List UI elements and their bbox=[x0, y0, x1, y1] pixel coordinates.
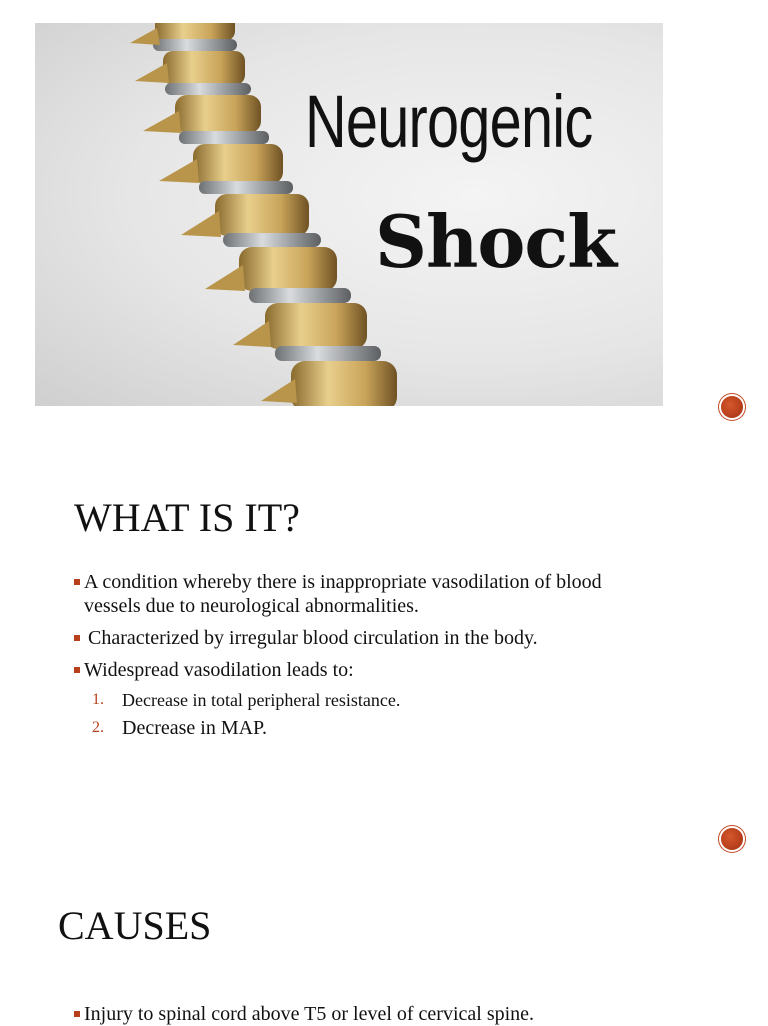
definition-list bbox=[74, 570, 694, 682]
bullet-icon bbox=[74, 635, 80, 641]
list-item: Widespread vasodilation leads to: bbox=[74, 658, 694, 682]
list-item: Characterized by irregular blood circulation in the body. bbox=[74, 626, 694, 650]
list-item: Injury to spinal cord above T5 or level of cervical spine. bbox=[74, 1002, 714, 1026]
list-item: 2. Decrease in MAP. bbox=[92, 717, 267, 739]
causes-list bbox=[74, 1002, 714, 1026]
bullet-icon bbox=[74, 579, 80, 585]
list-item: 1. Decrease in total peripheral resistance. bbox=[92, 690, 401, 710]
section-heading: CAUSES bbox=[58, 903, 212, 948]
bullet-icon bbox=[74, 1011, 80, 1017]
list-item: vessels due to neurological abnormalities. bbox=[84, 595, 419, 617]
numbered-list bbox=[74, 686, 694, 742]
bullet-icon bbox=[74, 667, 80, 673]
section-heading: WHAT IS IT? bbox=[74, 495, 300, 540]
slide-marker-icon bbox=[721, 396, 743, 418]
list-item: A condition whereby there is inappropriate vasodilation of blood bbox=[74, 570, 694, 594]
spine-illustration bbox=[35, 23, 663, 406]
slide-subtitle: Shock bbox=[375, 199, 617, 284]
slide-marker-icon bbox=[721, 828, 743, 850]
slide-title: Neurogenic bbox=[305, 80, 593, 163]
